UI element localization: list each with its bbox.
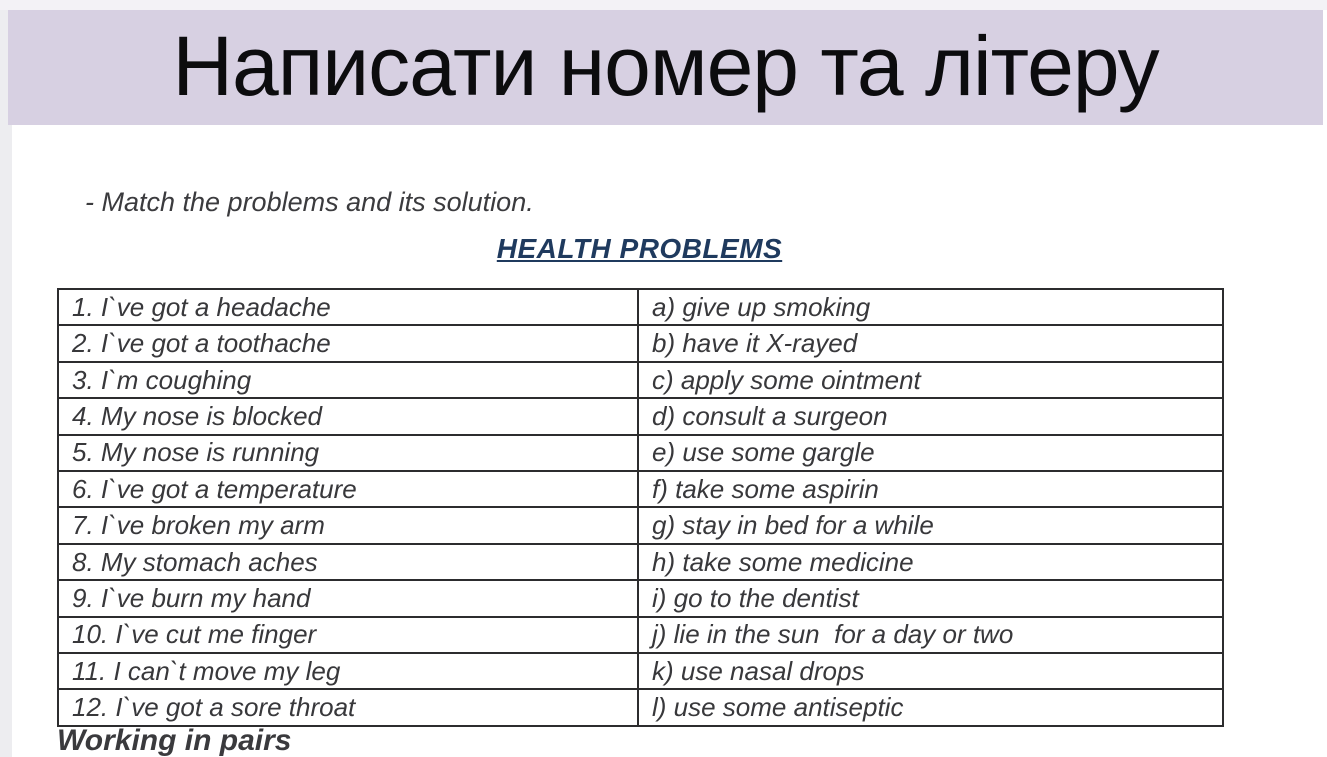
problem-cell: 9. I`ve burn my hand [58, 580, 638, 616]
content-area [12, 125, 1327, 757]
section-title-wrap [57, 233, 1222, 265]
table-row [58, 653, 1223, 689]
solution-cell: h) take some medicine [638, 544, 1223, 580]
table-row [58, 580, 1223, 616]
solution-cell: a) give up smoking [638, 289, 1223, 325]
solution-cell: j) lie in the sun for a day or two [638, 617, 1223, 653]
problem-cell: 2. I`ve got a toothache [58, 325, 638, 361]
solution-cell: d) consult a surgeon [638, 398, 1223, 434]
bottom-cutoff-text: Working in pairs [57, 724, 292, 757]
solution-cell: f) take some aspirin [638, 471, 1223, 507]
solution-cell: l) use some antiseptic [638, 689, 1223, 726]
table-row [58, 617, 1223, 653]
outer-top-strip [0, 0, 1327, 10]
problem-cell: 7. I`ve broken my arm [58, 507, 638, 543]
solution-cell: c) apply some ointment [638, 362, 1223, 398]
problem-cell: 12. I`ve got a sore throat [58, 689, 638, 726]
table-row [58, 544, 1223, 580]
solution-cell: g) stay in bed for a while [638, 507, 1223, 543]
problem-cell: 5. My nose is running [58, 435, 638, 471]
instruction-text: - Match the problems and its solution. [85, 187, 534, 217]
problem-cell: 3. I`m coughing [58, 362, 638, 398]
header-band [8, 10, 1323, 125]
problem-cell: 10. I`ve cut me finger [58, 617, 638, 653]
table-row [58, 325, 1223, 361]
table-row [58, 507, 1223, 543]
problem-cell: 8. My stomach aches [58, 544, 638, 580]
table-row [58, 398, 1223, 434]
problem-cell: 11. I can`t move my leg [58, 653, 638, 689]
solution-cell: i) go to the dentist [638, 580, 1223, 616]
problem-cell: 1. I`ve got a headache [58, 289, 638, 325]
problem-cell: 4. My nose is blocked [58, 398, 638, 434]
table-row [58, 289, 1223, 325]
table-row [58, 689, 1223, 726]
table-row [58, 471, 1223, 507]
problem-cell: 6. I`ve got a temperature [58, 471, 638, 507]
table-row [58, 362, 1223, 398]
solution-cell: e) use some gargle [638, 435, 1223, 471]
table-row [58, 435, 1223, 471]
matching-table [57, 288, 1224, 727]
section-title: HEALTH PROBLEMS [496, 233, 783, 264]
solution-cell: k) use nasal drops [638, 653, 1223, 689]
slide-title: Написати номер та літеру [172, 18, 1159, 113]
solution-cell: b) have it X-rayed [638, 325, 1223, 361]
